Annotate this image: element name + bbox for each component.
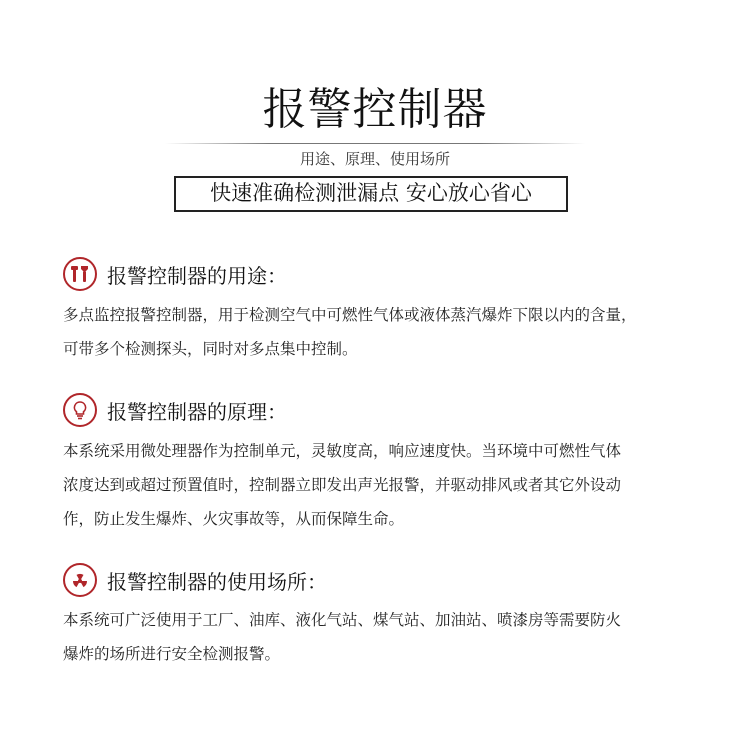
section-locations-text [63, 603, 703, 671]
hazard-icon [63, 563, 97, 597]
text-line: 可带多个检测探头，同时对多点集中控制。 [63, 340, 358, 358]
section-locations-title: 报警控制器的使用场所： [107, 569, 327, 594]
slogan-box: 快速准确检测泄漏点 安心放心省心 [174, 176, 568, 212]
lightbulb-icon [63, 393, 97, 427]
section-principle-header [63, 392, 287, 428]
text-line: 作，防止发生爆炸、火灾事故等，从而保障生命。 [63, 510, 405, 528]
section-usage-text [63, 298, 703, 366]
text-line: 本系统采用微处理器作为控制单元，灵敏度高，响应速度快。当环境中可燃性气体 [63, 442, 622, 460]
page-subtitle: 用途、原理、使用场所 [299, 150, 450, 168]
tools-icon [63, 257, 97, 291]
text-line: 本系统可广泛使用于工厂、油库、液化气站、煤气站、加油站、喷漆房等需要防火 [63, 611, 622, 629]
section-usage-header [63, 256, 287, 292]
section-principle-title: 报警控制器的原理： [107, 399, 287, 424]
section-locations-header [63, 562, 327, 598]
page-title: 报警控制器 [262, 84, 488, 135]
text-line: 多点监控报警控制器，用于检测空气中可燃性气体或液体蒸汽爆炸下限以内的含量， [63, 306, 637, 324]
section-usage-title: 报警控制器的用途： [107, 263, 287, 288]
text-line: 浓度达到或超过预置值时，控制器立即发出声光报警，并驱动排风或者其它外设动 [63, 476, 622, 494]
text-line: 爆炸的场所进行安全检测报警。 [63, 645, 281, 663]
section-principle-text [63, 434, 703, 536]
title-divider [165, 143, 585, 144]
